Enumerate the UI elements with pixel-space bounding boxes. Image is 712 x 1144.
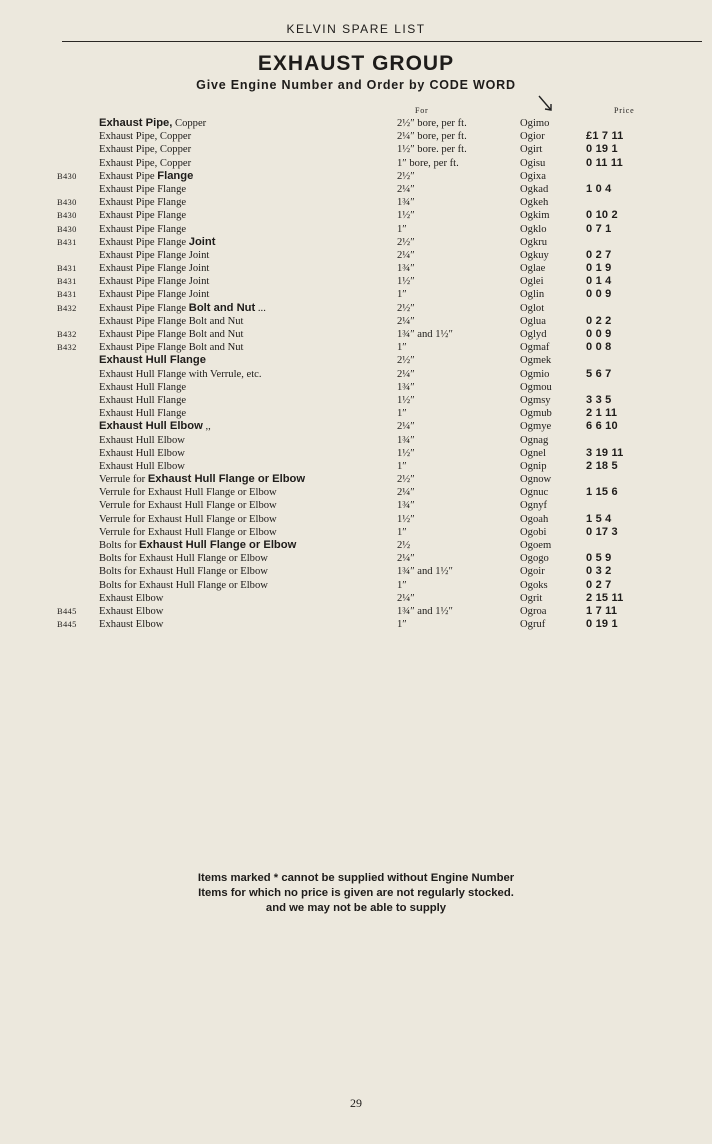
part-price: 0 19 1 bbox=[586, 618, 618, 631]
part-description bbox=[99, 513, 277, 526]
part-price: 2 15 11 bbox=[586, 591, 624, 604]
table-row bbox=[0, 236, 712, 249]
part-price: 5 6 7 bbox=[586, 367, 612, 380]
description-heading: Exhaust Hull Flange bbox=[99, 354, 206, 367]
part-size: 2¼″ bbox=[397, 183, 415, 195]
table-row bbox=[0, 170, 712, 183]
part-size: 1¾″ and 1½″ bbox=[397, 566, 453, 578]
table-row bbox=[0, 460, 712, 473]
part-description bbox=[99, 407, 186, 420]
table-row bbox=[0, 473, 712, 486]
table-row bbox=[0, 209, 712, 222]
page-title: EXHAUST GROUP bbox=[257, 52, 455, 75]
part-price: 0 1 9 bbox=[586, 262, 612, 275]
table-row bbox=[0, 513, 712, 526]
code-word: Ogklo bbox=[520, 223, 547, 235]
part-price: 0 3 2 bbox=[586, 565, 612, 578]
table-row bbox=[0, 328, 712, 341]
description-text: Exhaust Pipe Flange bbox=[99, 223, 187, 235]
footer-notes bbox=[0, 871, 712, 916]
code-word: Ogmek bbox=[520, 355, 552, 367]
table-row bbox=[0, 275, 712, 288]
description-text: Exhaust Hull Flange bbox=[99, 408, 187, 420]
part-description bbox=[99, 236, 215, 249]
description-text: Exhaust Pipe Flange Joint bbox=[99, 249, 210, 261]
code-word: Oglin bbox=[520, 289, 545, 301]
table-row bbox=[0, 420, 712, 433]
part-description bbox=[99, 618, 163, 631]
table-row bbox=[0, 157, 712, 170]
code-word: Oglei bbox=[520, 276, 544, 288]
part-size: 1″ bbox=[397, 579, 407, 591]
part-description bbox=[99, 394, 186, 407]
code-word: Ogoem bbox=[520, 540, 552, 551]
description-text: Exhaust Pipe Flange Bolt and Nut bbox=[99, 329, 244, 340]
description-heading: Exhaust Hull Elbow bbox=[99, 420, 203, 433]
part-size: 1½″ bbox=[397, 513, 415, 525]
part-size: 1″ bore, per ft. bbox=[397, 157, 459, 169]
code-word: Ognuc bbox=[520, 487, 549, 499]
part-size: 1¾″ and 1½″ bbox=[397, 329, 453, 340]
part-description bbox=[99, 486, 277, 499]
part-price: 0 2 7 bbox=[586, 578, 612, 591]
part-ref: B430 bbox=[57, 223, 77, 234]
part-description bbox=[99, 209, 186, 222]
part-size: 1¾″ bbox=[397, 381, 415, 393]
description-text: Verrule for Exhaust Hull Flange or Elbow bbox=[99, 500, 277, 512]
part-description bbox=[99, 183, 186, 196]
part-size: 2½″ bbox=[397, 302, 415, 314]
part-size: 1¾″ bbox=[397, 197, 415, 209]
part-size: 2½″ bore, per ft. bbox=[397, 118, 467, 129]
code-word: Ogkuy bbox=[520, 249, 549, 261]
part-ref: B432 bbox=[57, 342, 77, 353]
part-price: 0 1 4 bbox=[586, 275, 612, 288]
description-text: Exhaust Hull Flange bbox=[99, 394, 187, 406]
table-row bbox=[0, 117, 712, 130]
part-description bbox=[99, 354, 206, 367]
part-size: 1¾″ bbox=[397, 434, 415, 446]
part-description bbox=[99, 288, 209, 301]
code-word: Ogoah bbox=[520, 513, 549, 525]
part-description bbox=[99, 565, 268, 578]
column-header-price: Price bbox=[614, 106, 635, 115]
code-word: Oglot bbox=[520, 302, 545, 314]
table-row bbox=[0, 315, 712, 328]
code-word: Ogobi bbox=[520, 526, 547, 538]
description-text: Exhaust Pipe Flange bbox=[99, 183, 187, 195]
part-description bbox=[99, 143, 191, 156]
code-word: Ogisu bbox=[520, 157, 546, 169]
code-word: Ognyf bbox=[520, 500, 548, 512]
description-text: Bolts for Exhaust Hull Flange or Elbow bbox=[99, 566, 268, 578]
table-row bbox=[0, 486, 712, 499]
part-size: 1¾″ bbox=[397, 263, 415, 275]
part-description bbox=[99, 592, 163, 605]
footer-note: Items for which no price is given are not regularly stocked. bbox=[198, 887, 514, 899]
part-ref: B430 bbox=[57, 210, 77, 221]
description-text: Bolts for Exhaust Hull Flange or Elbow bbox=[99, 553, 268, 565]
part-size: 1″ bbox=[397, 619, 407, 631]
footer-note: and we may not be able to supply bbox=[265, 902, 447, 914]
part-description bbox=[99, 315, 243, 328]
code-word: Ogkad bbox=[520, 183, 549, 195]
part-price: 0 19 1 bbox=[586, 143, 618, 156]
part-price: 0 5 9 bbox=[586, 552, 612, 565]
page-subtitle: Give Engine Number and Order by CODE WORD bbox=[196, 78, 516, 92]
code-word: Ogmsy bbox=[520, 394, 551, 406]
table-row bbox=[0, 579, 712, 592]
part-description bbox=[99, 499, 277, 512]
part-size: 1″ bbox=[397, 526, 407, 538]
part-description bbox=[99, 473, 305, 486]
description-text: Exhaust Pipe Flange Bolt and Nut bbox=[99, 342, 244, 354]
part-price: 0 7 1 bbox=[586, 222, 612, 235]
code-word: Ogoir bbox=[520, 566, 545, 578]
part-price: 0 0 8 bbox=[586, 341, 612, 354]
description-heading: Bolt and Nut bbox=[188, 301, 256, 314]
part-description bbox=[99, 434, 185, 447]
table-row bbox=[0, 341, 712, 354]
part-size: 1″ bbox=[397, 289, 407, 301]
part-size: 1½″ bbox=[397, 394, 415, 406]
part-description bbox=[99, 381, 186, 394]
description-text: Exhaust Pipe bbox=[99, 170, 158, 182]
code-word: Oglae bbox=[520, 263, 546, 275]
part-description bbox=[99, 328, 243, 341]
table-row bbox=[0, 565, 712, 578]
description-text: Exhaust Elbow bbox=[99, 592, 164, 604]
part-price: 0 2 7 bbox=[586, 248, 612, 261]
description-text: Exhaust Hull Flange with Verrule, etc. bbox=[99, 368, 262, 380]
part-description bbox=[99, 552, 268, 565]
description-text: Exhaust Pipe, Copper bbox=[99, 157, 192, 169]
part-ref: B431 bbox=[57, 276, 77, 287]
part-ref: B431 bbox=[57, 263, 77, 274]
table-row bbox=[0, 592, 712, 605]
part-description bbox=[99, 262, 209, 275]
code-word: Ogkru bbox=[520, 236, 548, 248]
part-price: 1 0 4 bbox=[586, 182, 612, 195]
column-header-for: For bbox=[415, 106, 429, 115]
parts-table bbox=[0, 117, 712, 631]
page-number: 29 bbox=[350, 1096, 362, 1110]
code-word: Ogkeh bbox=[520, 197, 549, 209]
description-text: Exhaust Elbow bbox=[99, 619, 164, 631]
arrow-down-icon bbox=[536, 94, 556, 114]
header-rule bbox=[62, 41, 702, 42]
description-text: Exhaust Pipe Flange bbox=[99, 302, 189, 314]
part-ref: B430 bbox=[57, 197, 77, 208]
part-description bbox=[99, 275, 209, 288]
part-price: 0 2 2 bbox=[586, 314, 612, 327]
part-description bbox=[99, 170, 193, 183]
code-word: Oglyd bbox=[520, 329, 547, 340]
part-price: 0 10 2 bbox=[586, 209, 618, 222]
part-size: 2½″ bbox=[397, 236, 415, 248]
table-row bbox=[0, 381, 712, 394]
part-size: 2¼″ bbox=[397, 368, 415, 380]
part-price: 0 17 3 bbox=[586, 525, 618, 538]
description-suffix: Copper bbox=[172, 118, 207, 129]
part-description bbox=[99, 447, 185, 460]
part-ref: B430 bbox=[57, 170, 77, 181]
code-word: Ogixa bbox=[520, 170, 546, 182]
part-description bbox=[99, 420, 211, 433]
code-word: Ogmio bbox=[520, 368, 550, 380]
code-word: Ogroa bbox=[520, 605, 547, 617]
table-row bbox=[0, 618, 712, 631]
part-price: 3 19 11 bbox=[586, 446, 624, 459]
part-size: 2¼″ bbox=[397, 487, 415, 499]
code-word: Ogior bbox=[520, 131, 545, 143]
part-size: 2¼″ bbox=[397, 421, 415, 433]
part-description bbox=[99, 223, 186, 236]
description-text: Exhaust Hull Elbow bbox=[99, 447, 185, 459]
table-row bbox=[0, 447, 712, 460]
description-text: Exhaust Hull Elbow bbox=[99, 460, 185, 472]
description-text: Verrule for Exhaust Hull Flange or Elbow bbox=[99, 526, 277, 538]
code-word: Ognag bbox=[520, 434, 549, 446]
code-word: Ogkim bbox=[520, 210, 550, 222]
part-description bbox=[99, 605, 163, 618]
part-price: 1 7 11 bbox=[586, 604, 618, 617]
part-price: 6 6 10 bbox=[586, 420, 618, 433]
part-size: 2¼″ bbox=[397, 315, 415, 327]
table-row bbox=[0, 526, 712, 539]
part-price: £1 7 11 bbox=[586, 130, 624, 143]
table-row bbox=[0, 143, 712, 156]
description-text: Exhaust Pipe Flange Joint bbox=[99, 289, 210, 301]
part-size: 2½″ bbox=[397, 474, 415, 486]
part-price: 1 5 4 bbox=[586, 512, 612, 525]
table-row bbox=[0, 605, 712, 618]
part-description bbox=[99, 130, 191, 143]
description-text: Exhaust Pipe Flange bbox=[99, 210, 187, 222]
description-text: Exhaust Pipe Flange bbox=[99, 236, 189, 248]
footer-note: Items marked * cannot be supplied without Engine Number bbox=[197, 872, 515, 884]
part-size: 2½″ bbox=[397, 355, 415, 367]
part-description bbox=[99, 460, 185, 473]
code-word: Ognip bbox=[520, 460, 547, 472]
description-text: Bolts for bbox=[99, 540, 140, 551]
part-size: 1½″ bore. per ft. bbox=[397, 144, 467, 156]
description-suffix: ... bbox=[255, 302, 266, 314]
part-size: 2¼″ bbox=[397, 249, 415, 261]
part-size: 1¾″ bbox=[397, 500, 415, 512]
table-row bbox=[0, 394, 712, 407]
table-row bbox=[0, 262, 712, 275]
part-ref: B432 bbox=[57, 329, 77, 339]
table-row bbox=[0, 434, 712, 447]
part-size: 2¼″ bbox=[397, 553, 415, 565]
table-row bbox=[0, 249, 712, 262]
part-price: 0 0 9 bbox=[586, 328, 612, 340]
description-text: Verrule for Exhaust Hull Flange or Elbow bbox=[99, 513, 277, 525]
description-text: Exhaust Hull Elbow bbox=[99, 434, 185, 446]
description-text: Exhaust Hull Flange bbox=[99, 381, 187, 393]
part-price: 0 0 9 bbox=[586, 288, 612, 301]
part-description bbox=[99, 196, 186, 209]
description-text: Exhaust Pipe, Copper bbox=[99, 144, 192, 156]
description-text: Exhaust Pipe Flange bbox=[99, 197, 187, 209]
part-price: 3 3 5 bbox=[586, 393, 612, 406]
part-price: 2 18 5 bbox=[586, 459, 618, 472]
part-ref: B445 bbox=[57, 605, 77, 616]
description-heading: Exhaust Hull Flange or Elbow bbox=[139, 539, 297, 551]
table-row bbox=[0, 183, 712, 196]
part-description bbox=[99, 341, 243, 354]
part-price: 0 11 11 bbox=[586, 156, 623, 169]
part-description bbox=[99, 579, 268, 592]
part-size: 1″ bbox=[397, 408, 407, 420]
code-word: Ogrit bbox=[520, 592, 543, 604]
description-text: Verrule for Exhaust Hull Flange or Elbow bbox=[99, 487, 277, 499]
part-price: 2 1 11 bbox=[586, 407, 618, 420]
code-word: Ogimo bbox=[520, 118, 550, 129]
code-word: Ognel bbox=[520, 447, 546, 459]
code-word: Ogmye bbox=[520, 421, 552, 433]
code-word: Ogmub bbox=[520, 408, 552, 420]
description-heading: Joint bbox=[188, 235, 216, 248]
table-row bbox=[0, 196, 712, 209]
part-size: 2½ bbox=[397, 540, 411, 551]
table-row bbox=[0, 302, 712, 315]
part-description bbox=[99, 526, 277, 539]
table-row bbox=[0, 552, 712, 565]
table-row bbox=[0, 499, 712, 512]
code-word: Ogogo bbox=[520, 553, 549, 565]
description-suffix: ,, bbox=[202, 421, 211, 433]
part-size: 1½″ bbox=[397, 276, 415, 288]
part-size: 1½″ bbox=[397, 210, 415, 222]
code-word: Ognow bbox=[520, 474, 552, 486]
table-row bbox=[0, 223, 712, 236]
description-heading: Exhaust Hull Flange or Elbow bbox=[147, 473, 306, 486]
description-text: Exhaust Pipe Flange Bolt and Nut bbox=[99, 315, 244, 327]
description-text: Exhaust Elbow bbox=[99, 605, 164, 617]
part-size: 1″ bbox=[397, 223, 407, 235]
part-size: 2½″ bbox=[397, 170, 415, 182]
table-row bbox=[0, 130, 712, 143]
table-row bbox=[0, 539, 712, 552]
table-row bbox=[0, 354, 712, 367]
part-ref: B431 bbox=[57, 289, 77, 300]
code-word: Ogruf bbox=[520, 619, 546, 631]
description-text: Bolts for Exhaust Hull Flange or Elbow bbox=[99, 579, 268, 591]
part-size: 1½″ bbox=[397, 447, 415, 459]
running-header: KELVIN SPARE LIST bbox=[286, 22, 426, 36]
part-size: 2¼″ bore, per ft. bbox=[397, 131, 467, 143]
part-ref: B432 bbox=[57, 302, 77, 313]
part-description bbox=[99, 539, 296, 552]
table-row bbox=[0, 368, 712, 381]
part-size: 1″ bbox=[397, 342, 407, 354]
part-size: 1″ bbox=[397, 460, 407, 472]
description-heading: Flange bbox=[157, 169, 194, 182]
description-text: Verrule for bbox=[99, 474, 148, 486]
code-word: Ogirt bbox=[520, 144, 543, 156]
part-description bbox=[99, 249, 209, 262]
part-ref: B445 bbox=[57, 619, 77, 630]
part-description bbox=[99, 368, 262, 381]
code-word: Ogoks bbox=[520, 579, 548, 591]
code-word: Oglua bbox=[520, 315, 546, 327]
code-word: Ogmaf bbox=[520, 342, 550, 354]
part-price: 1 15 6 bbox=[586, 486, 618, 499]
description-text: Exhaust Pipe, Copper bbox=[99, 131, 192, 143]
part-description bbox=[99, 117, 206, 130]
part-description bbox=[99, 157, 191, 170]
part-ref: B431 bbox=[57, 236, 77, 247]
part-description bbox=[99, 302, 266, 315]
description-text: Exhaust Pipe Flange Joint bbox=[99, 263, 210, 275]
table-row bbox=[0, 288, 712, 301]
part-size: 2¼″ bbox=[397, 592, 415, 604]
table-row bbox=[0, 407, 712, 420]
description-heading: Exhaust Pipe, bbox=[99, 117, 173, 129]
description-text: Exhaust Pipe Flange Joint bbox=[99, 276, 210, 288]
part-size: 1¾″ and 1½″ bbox=[397, 605, 453, 617]
code-word: Ogmou bbox=[520, 381, 552, 393]
